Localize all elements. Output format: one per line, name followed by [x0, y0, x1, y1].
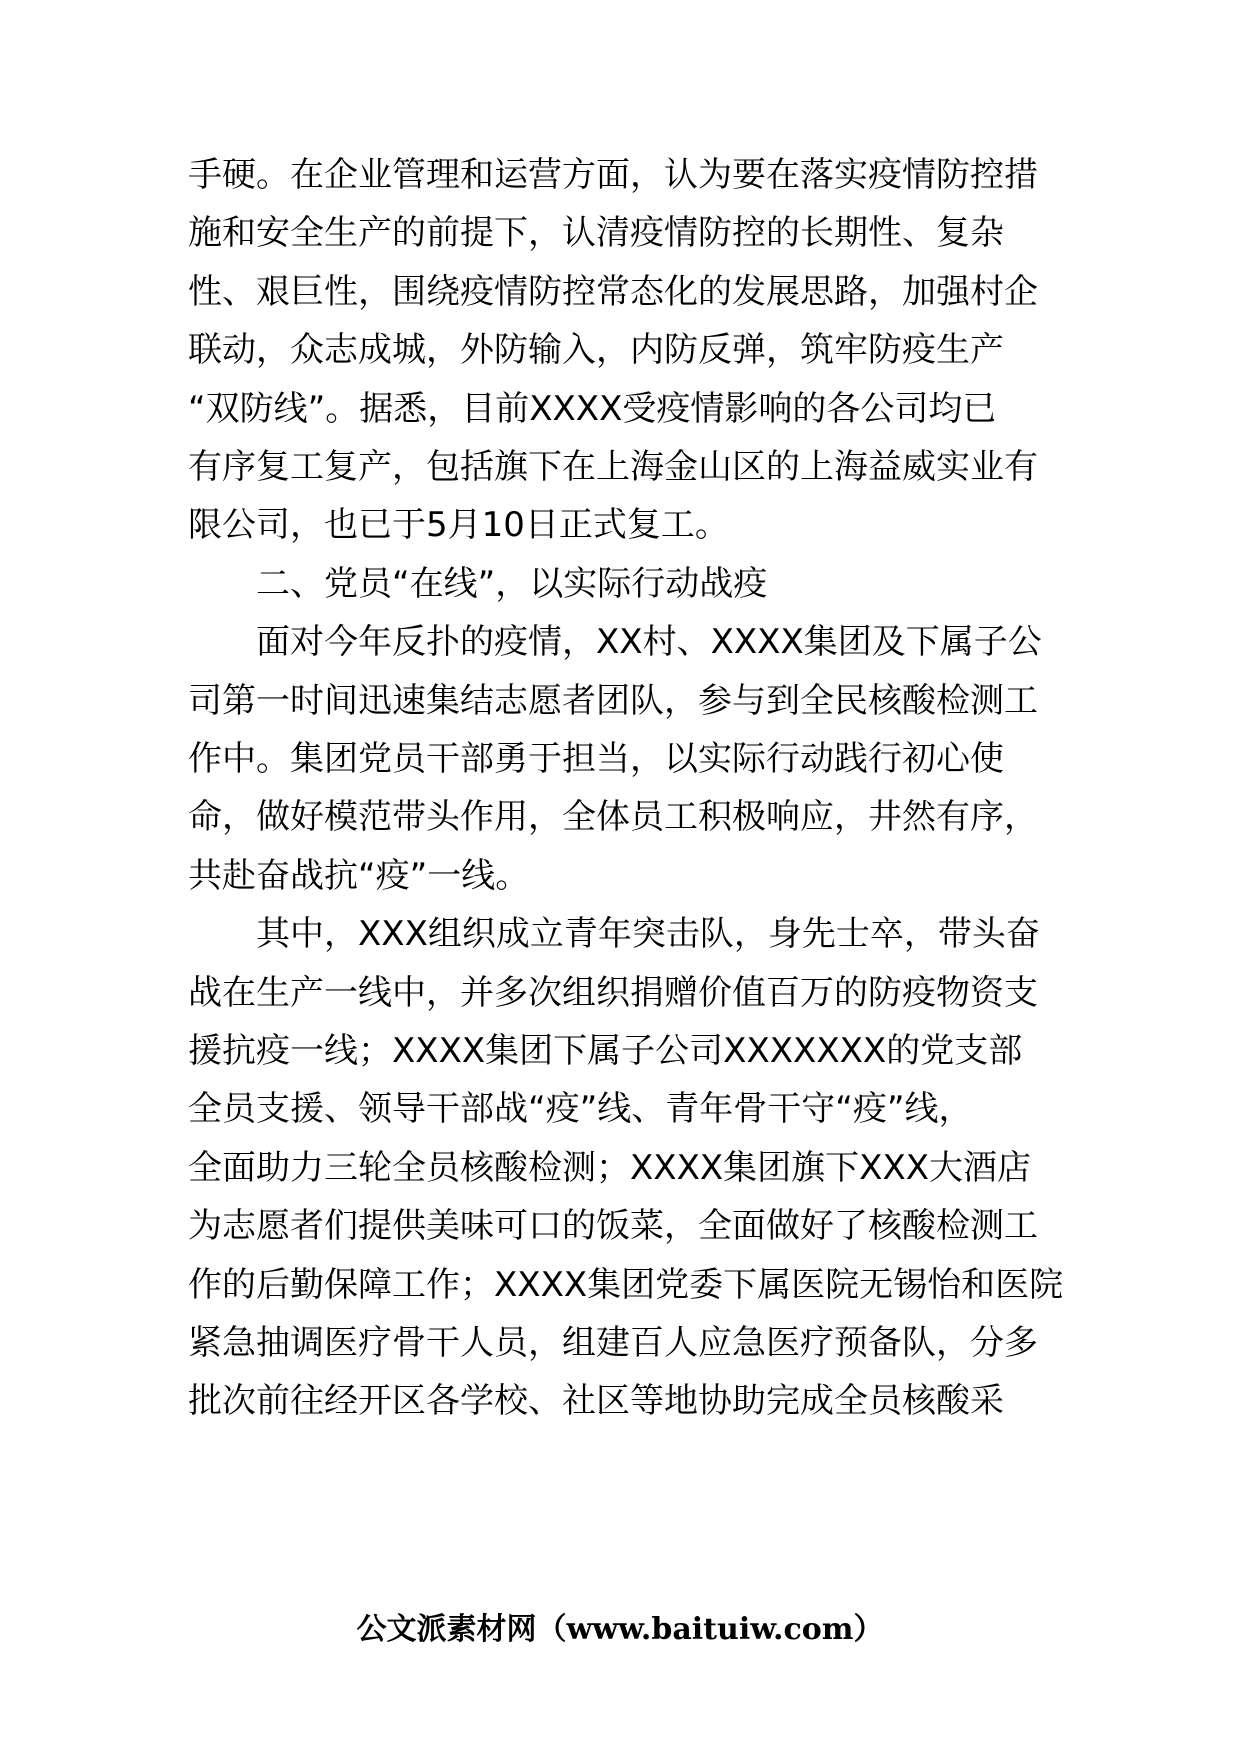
text-line-7: 限公司，也已于5月10日正式复工。	[188, 505, 729, 545]
text-line-4: 联动，众志成城，外防输入，内防反弹，筑牢防疫生产	[188, 330, 1004, 370]
text-line-1: 手硬。在企业管理和运营方面，认为要在落实疫情防控措	[188, 155, 1038, 195]
text-line-14: 其中，XXX组织成立青年突击队，身先士卒，带头奋	[256, 914, 1040, 954]
text-line-17: 全员支援、领导干部战“疫”线、青年骨干守“疫”线，	[188, 1089, 973, 1129]
text-line-9: 面对今年反扑的疫情，XX村、XXXX集团及下属子公	[256, 622, 1042, 662]
text-line-11: 作中。集团党员干部勇于担当，以实际行动践行初心使	[188, 739, 1004, 779]
text-line-22: 批次前往经开区各学校、社区等地协助完成全员核酸采	[188, 1381, 1004, 1421]
text-line-15: 战在生产一线中，并多次组织捐赠价值百万的防疫物资支	[188, 973, 1038, 1013]
text-line-5: “双防线”。据悉，目前XXXX受疫情影响的各公司均已	[188, 389, 997, 429]
text-line-21: 紧急抽调医疗骨干人员，组建百人应急医疗预备队，分多	[188, 1323, 1038, 1363]
section-heading: 二、党员“在线”，以实际行动战疫	[256, 564, 768, 604]
text-line-12: 命，做好模范带头作用，全体员工积极响应，井然有序，	[188, 797, 1038, 837]
text-line-20: 作的后勤保障工作；XXXX集团党委下属医院无锡怡和医院	[188, 1265, 1064, 1305]
footer-watermark-text: 公文派素材网（www.baituiw.com）	[356, 1612, 884, 1647]
text-line-3: 性、艰巨性，围绕疫情防控常态化的发展思路，加强村企	[188, 272, 1038, 312]
text-line-2: 施和安全生产的前提下，认清疫情防控的长期性、复杂	[188, 213, 1004, 253]
text-line-6: 有序复工复产，包括旗下在上海金山区的上海益威实业有	[188, 447, 1038, 487]
text-line-18: 全面助力三轮全员核酸检测；XXXX集团旗下XXX大酒店	[188, 1148, 1032, 1188]
text-line-13: 共赴奋战抗“疫”一线。	[188, 856, 530, 896]
text-line-16: 援抗疫一线；XXXX集团下属子公司XXXXXXX的党支部	[188, 1031, 1023, 1071]
text-line-10: 司第一时间迅速集结志愿者团队，参与到全民核酸检测工	[188, 681, 1038, 721]
text-line-19: 为志愿者们提供美味可口的饭菜，全面做好了核酸检测工	[188, 1206, 1038, 1246]
